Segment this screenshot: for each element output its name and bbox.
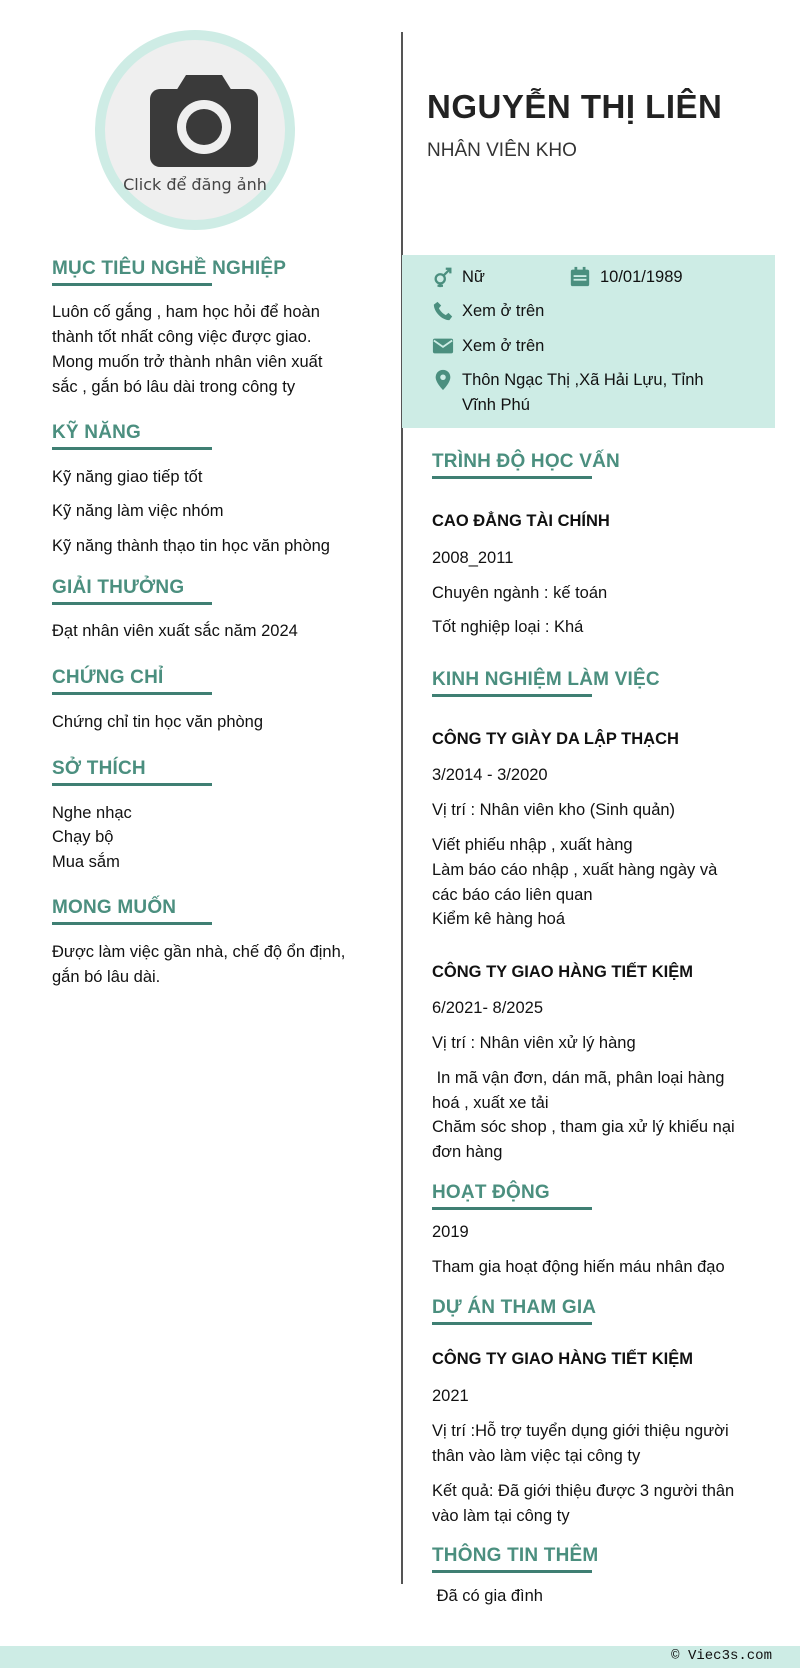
- job-duty-line: Chăm sóc shop , tham gia xử lý khiếu nại: [432, 1118, 735, 1136]
- candidate-position: NHÂN VIÊN KHO: [427, 140, 577, 161]
- section-underline: [52, 692, 212, 695]
- award-item: Đạt nhân viên xuất sắc năm 2024: [52, 622, 298, 640]
- project-role-line-2: thân vào làm việc tại công ty: [432, 1447, 641, 1465]
- section-title-extra-info: THÔNG TIN THÊM: [432, 1545, 599, 1566]
- extra-info-item: Đã có gia đình: [432, 1587, 543, 1605]
- phone-value: Xem ở trên: [462, 302, 545, 320]
- hobby-item: Mua sắm: [52, 853, 120, 871]
- job-duty-line: hoá , xuất xe tải: [432, 1094, 549, 1112]
- education-school: CAO ĐẲNG TÀI CHÍNH: [432, 512, 610, 530]
- skill-item: Kỹ năng thành thạo tin học văn phòng: [52, 537, 330, 555]
- section-underline: [52, 922, 212, 925]
- job-company: CÔNG TY GIAO HÀNG TIẾT KIỆM: [432, 963, 693, 981]
- education-grade: Tốt nghiệp loại : Khá: [432, 618, 584, 636]
- hobby-item: Nghe nhạc: [52, 804, 132, 822]
- job-role: Vị trí : Nhân viên xử lý hàng: [432, 1034, 636, 1052]
- section-underline: [432, 1207, 592, 1210]
- contact-box: [402, 255, 775, 428]
- section-title-awards: GIẢI THƯỞNG: [52, 577, 185, 598]
- skill-item: Kỹ năng làm việc nhóm: [52, 502, 224, 520]
- project-result-line-1: Kết quả: Đã giới thiệu được 3 người thân: [432, 1482, 735, 1500]
- section-underline: [432, 1570, 592, 1573]
- job-duty-line: Làm báo cáo nhập , xuất hàng ngày và: [432, 861, 718, 879]
- footer-bar: [0, 1646, 800, 1668]
- activity-year: 2019: [432, 1223, 469, 1241]
- section-title-activities: HOẠT ĐỘNG: [432, 1182, 550, 1203]
- section-underline: [52, 783, 212, 786]
- job-duty-line: Kiểm kê hàng hoá: [432, 910, 566, 928]
- project-year: 2021: [432, 1387, 469, 1405]
- project-company: CÔNG TY GIAO HÀNG TIẾT KIỆM: [432, 1350, 693, 1368]
- job-duty-line: In mã vận đơn, dán mã, phân loại hàng: [432, 1069, 725, 1087]
- job-company: CÔNG TY GIÀY DA LẬP THẠCH: [432, 730, 679, 748]
- job-duty-line: đơn hàng: [432, 1143, 503, 1161]
- objective-line-2: thành tốt nhất công việc được giao.: [52, 328, 312, 346]
- project-result-line-2: vào làm tại công ty: [432, 1507, 570, 1525]
- section-underline: [52, 283, 212, 286]
- wishes-line-1: Được làm việc gần nhà, chế độ ổn định,: [52, 943, 346, 961]
- avatar[interactable]: [105, 40, 285, 220]
- section-title-skills: KỸ NĂNG: [52, 422, 142, 443]
- section-title-education: TRÌNH ĐỘ HỌC VẤN: [432, 451, 620, 472]
- section-underline: [432, 1322, 592, 1325]
- section-title-hobbies: SỞ THÍCH: [52, 758, 146, 779]
- section-title-objective: MỤC TIÊU NGHỀ NGHIỆP: [52, 258, 287, 279]
- camera-icon: [150, 75, 258, 167]
- skill-item: Kỹ năng giao tiếp tốt: [52, 468, 203, 486]
- phone-icon: [432, 300, 454, 322]
- hobby-item: Chạy bộ: [52, 828, 114, 846]
- activity-desc: Tham gia hoạt động hiến máu nhân đạo: [432, 1258, 725, 1276]
- job-duty-line: các báo cáo liên quan: [432, 886, 593, 904]
- address-line-2: Vĩnh Phú: [462, 396, 530, 414]
- objective-line-1: Luôn cố gắng , ham học hỏi để hoàn: [52, 303, 320, 321]
- job-role: Vị trí : Nhân viên kho (Sinh quản): [432, 801, 676, 819]
- section-title-wishes: MONG MUỐN: [52, 897, 177, 918]
- section-title-certificates: CHỨNG CHỈ: [52, 667, 164, 688]
- footer-copyright: © Viec3s.com: [671, 1648, 772, 1664]
- education-major: Chuyên ngành : kế toán: [432, 584, 608, 602]
- section-title-projects: DỰ ÁN THAM GIA: [432, 1297, 597, 1318]
- section-underline: [432, 694, 592, 697]
- section-underline: [432, 476, 592, 479]
- project-role-line-1: Vị trí :Hỗ trợ tuyển dụng giới thiệu người: [432, 1422, 729, 1440]
- job-duty-line: Viết phiếu nhập , xuất hàng: [432, 836, 633, 854]
- wishes-line-2: gắn bó lâu dài.: [52, 968, 161, 986]
- section-underline: [52, 602, 212, 605]
- job-period: 3/2014 - 3/2020: [432, 766, 548, 784]
- section-underline: [52, 447, 212, 450]
- birthday-value: 10/01/1989: [600, 268, 683, 286]
- calendar-icon: [569, 266, 591, 288]
- email-value: Xem ở trên: [462, 337, 545, 355]
- job-period: 6/2021- 8/2025: [432, 999, 544, 1017]
- email-icon: [432, 335, 454, 357]
- gender-value: Nữ: [462, 268, 485, 286]
- education-period: 2008_2011: [432, 549, 514, 567]
- location-pin-icon: [432, 369, 454, 391]
- candidate-name: NGUYỄN THỊ LIÊN: [427, 88, 723, 125]
- objective-line-4: sắc , gắn bó lâu dài trong công ty: [52, 378, 296, 396]
- certificate-item: Chứng chỉ tin học văn phòng: [52, 713, 264, 731]
- gender-icon: [432, 266, 454, 288]
- avatar-caption: Click để đăng ảnh: [123, 175, 267, 194]
- avatar-upload[interactable]: [95, 30, 295, 230]
- section-title-experience: KINH NGHIỆM LÀM VIỆC: [432, 669, 660, 690]
- address-line-1: Thôn Ngạc Thị ,Xã Hải Lựu, Tỉnh: [462, 371, 704, 389]
- objective-line-3: Mong muốn trở thành nhân viên xuất: [52, 353, 323, 371]
